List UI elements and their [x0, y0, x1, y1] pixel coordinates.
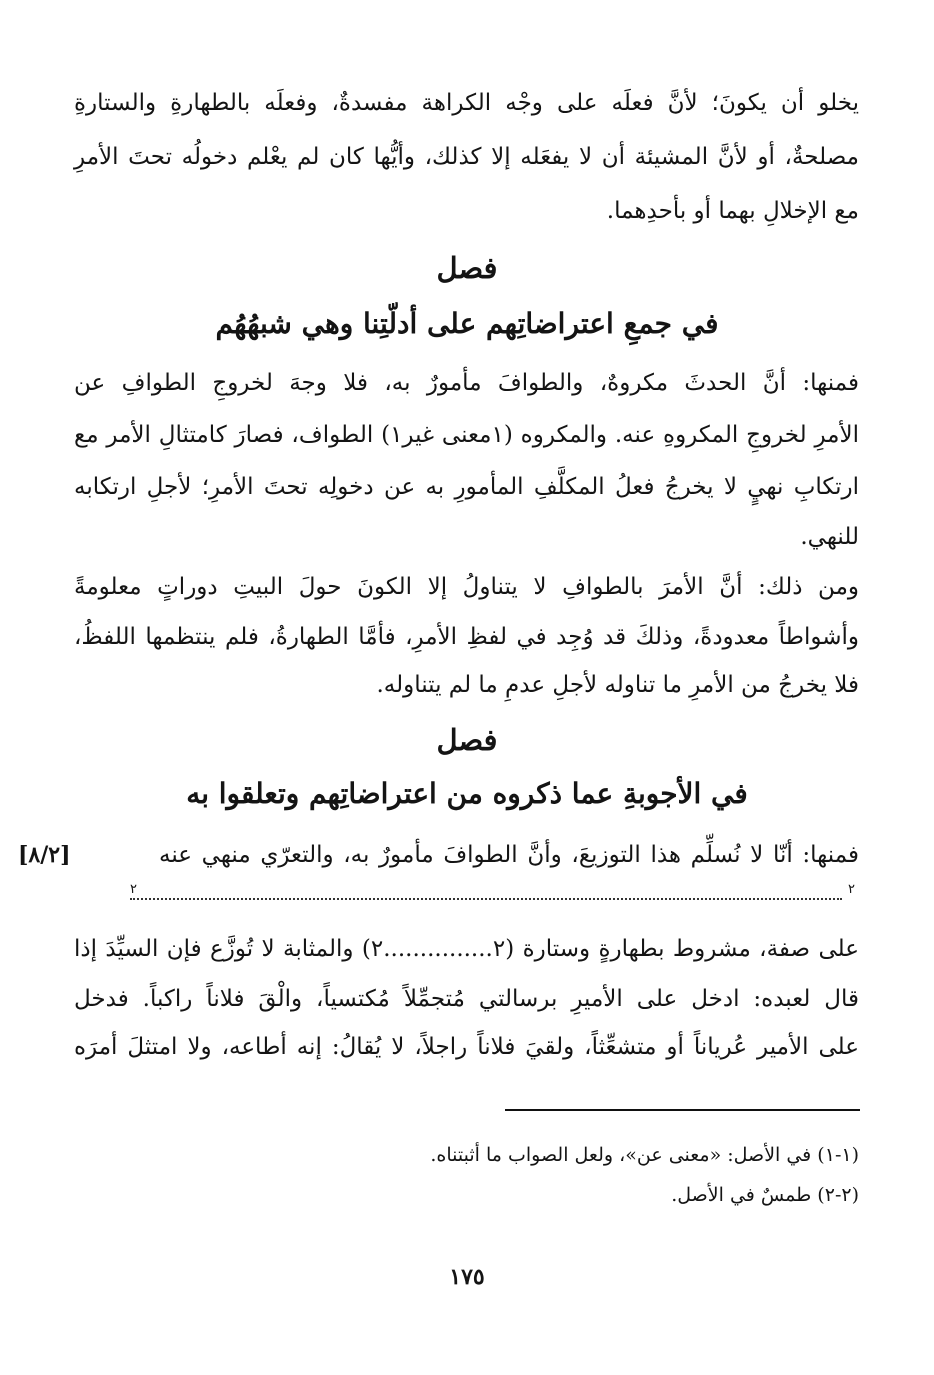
page-number: ١٧٥: [449, 1264, 485, 1290]
text-line: فمنها: أنَّ الحدثَ مكروهٌ، والطوافَ مأمورٌ به، فلا وجهَ لخروجِ الطوافِ عن: [74, 370, 859, 396]
dotted-mark-right: ٢: [848, 882, 855, 897]
text-line: ارتكابِ نهيٍ لا يخرجُ فعلُ المكلَّفِ المأمورِ به عن دخولِه تحتَ الأمرِ؛ لأجلِ ارتكابه: [74, 474, 859, 500]
section-title: في جمعِ اعتراضاتِهم على أدلّتِنا وهي شبهُهُم: [215, 307, 719, 340]
text-line: على الأمير عُرياناً أو متشعِّثاً، ولقيَ فلاناً راجلاً، لا يُقالُ: إنه أطاعه، ولا امتثلَ أمرَه: [74, 1034, 859, 1060]
dotted-mark-left: ٢: [130, 882, 137, 897]
text-line: للنهي.: [800, 524, 859, 550]
section-title: في الأجوبةِ عما ذكروه من اعتراضاتِهم وتعلقوا به: [186, 777, 748, 810]
text-line: مصلحةٌ، أو لأنَّ المشيئة أن لا يفعَله إلا كذلك، وأيُّها كان لم يعْلم دخولُه تحتَ الأمرِ: [74, 144, 859, 170]
text-line: فلا يخرجُ من الأمرِ ما تناوله لأجلِ عدمِ ما لم يتناوله.: [376, 672, 859, 698]
text-line: مع الإخلالِ بهما أو بأحدِهما.: [606, 198, 859, 224]
margin-reference: [٨/٢]: [18, 842, 71, 868]
footnote-divider: [505, 1109, 860, 1111]
footnote: (١-١) في الأصل: «معنى عن»، ولعل الصواب ما أثبتناه.: [430, 1144, 859, 1166]
section-heading: فصل: [436, 251, 498, 285]
section-heading: فصل: [436, 723, 498, 757]
text-line: الأمرِ لخروجِ المكروهِ عنه. والمكروه (١معنى غير١) الطواف، فصارَ كامتثالِ الأمر مع: [74, 422, 859, 448]
illegible-gap: [130, 890, 842, 900]
text-line: وأشواطاً معدودةً، وذلكَ قد وُجِد في لفظِ الأمرِ، فأمَّا الطهارةُ، فلم ينتظمها اللفظُ،: [74, 624, 859, 650]
text-line: يخلو أن يكونَ؛ لأنَّ فعلَه على وجْه الكراهة مفسدةٌ، وفعلَه بالطهارةِ والستارةِ: [74, 90, 859, 116]
text-line: قال لعبده: ادخل على الأميرِ برسالتي مُتجمِّلاً مُكتسياً، والْقَ فلاناً راكباً. فدخل: [74, 986, 859, 1012]
text-line: على صفة، مشروط بطهارةٍ وستارة (٢...............٢) والمثابة لا تُوزَّع فإن السيِّدَ إذا: [74, 936, 859, 962]
text-line: ومن ذلك: أنَّ الأمرَ بالطوافِ لا يتناولُ إلا الكونَ حولَ البيتِ دوراتٍ معلومةً: [74, 574, 859, 600]
footnote: (٢-٢) طمسٌ في الأصل.: [671, 1184, 859, 1206]
text-line: فمنها: أنّا لا نُسلِّم هذا التوزيعَ، وأنَّ الطوافَ مأمورٌ به، والتعرّي منهي عنه: [159, 842, 859, 868]
